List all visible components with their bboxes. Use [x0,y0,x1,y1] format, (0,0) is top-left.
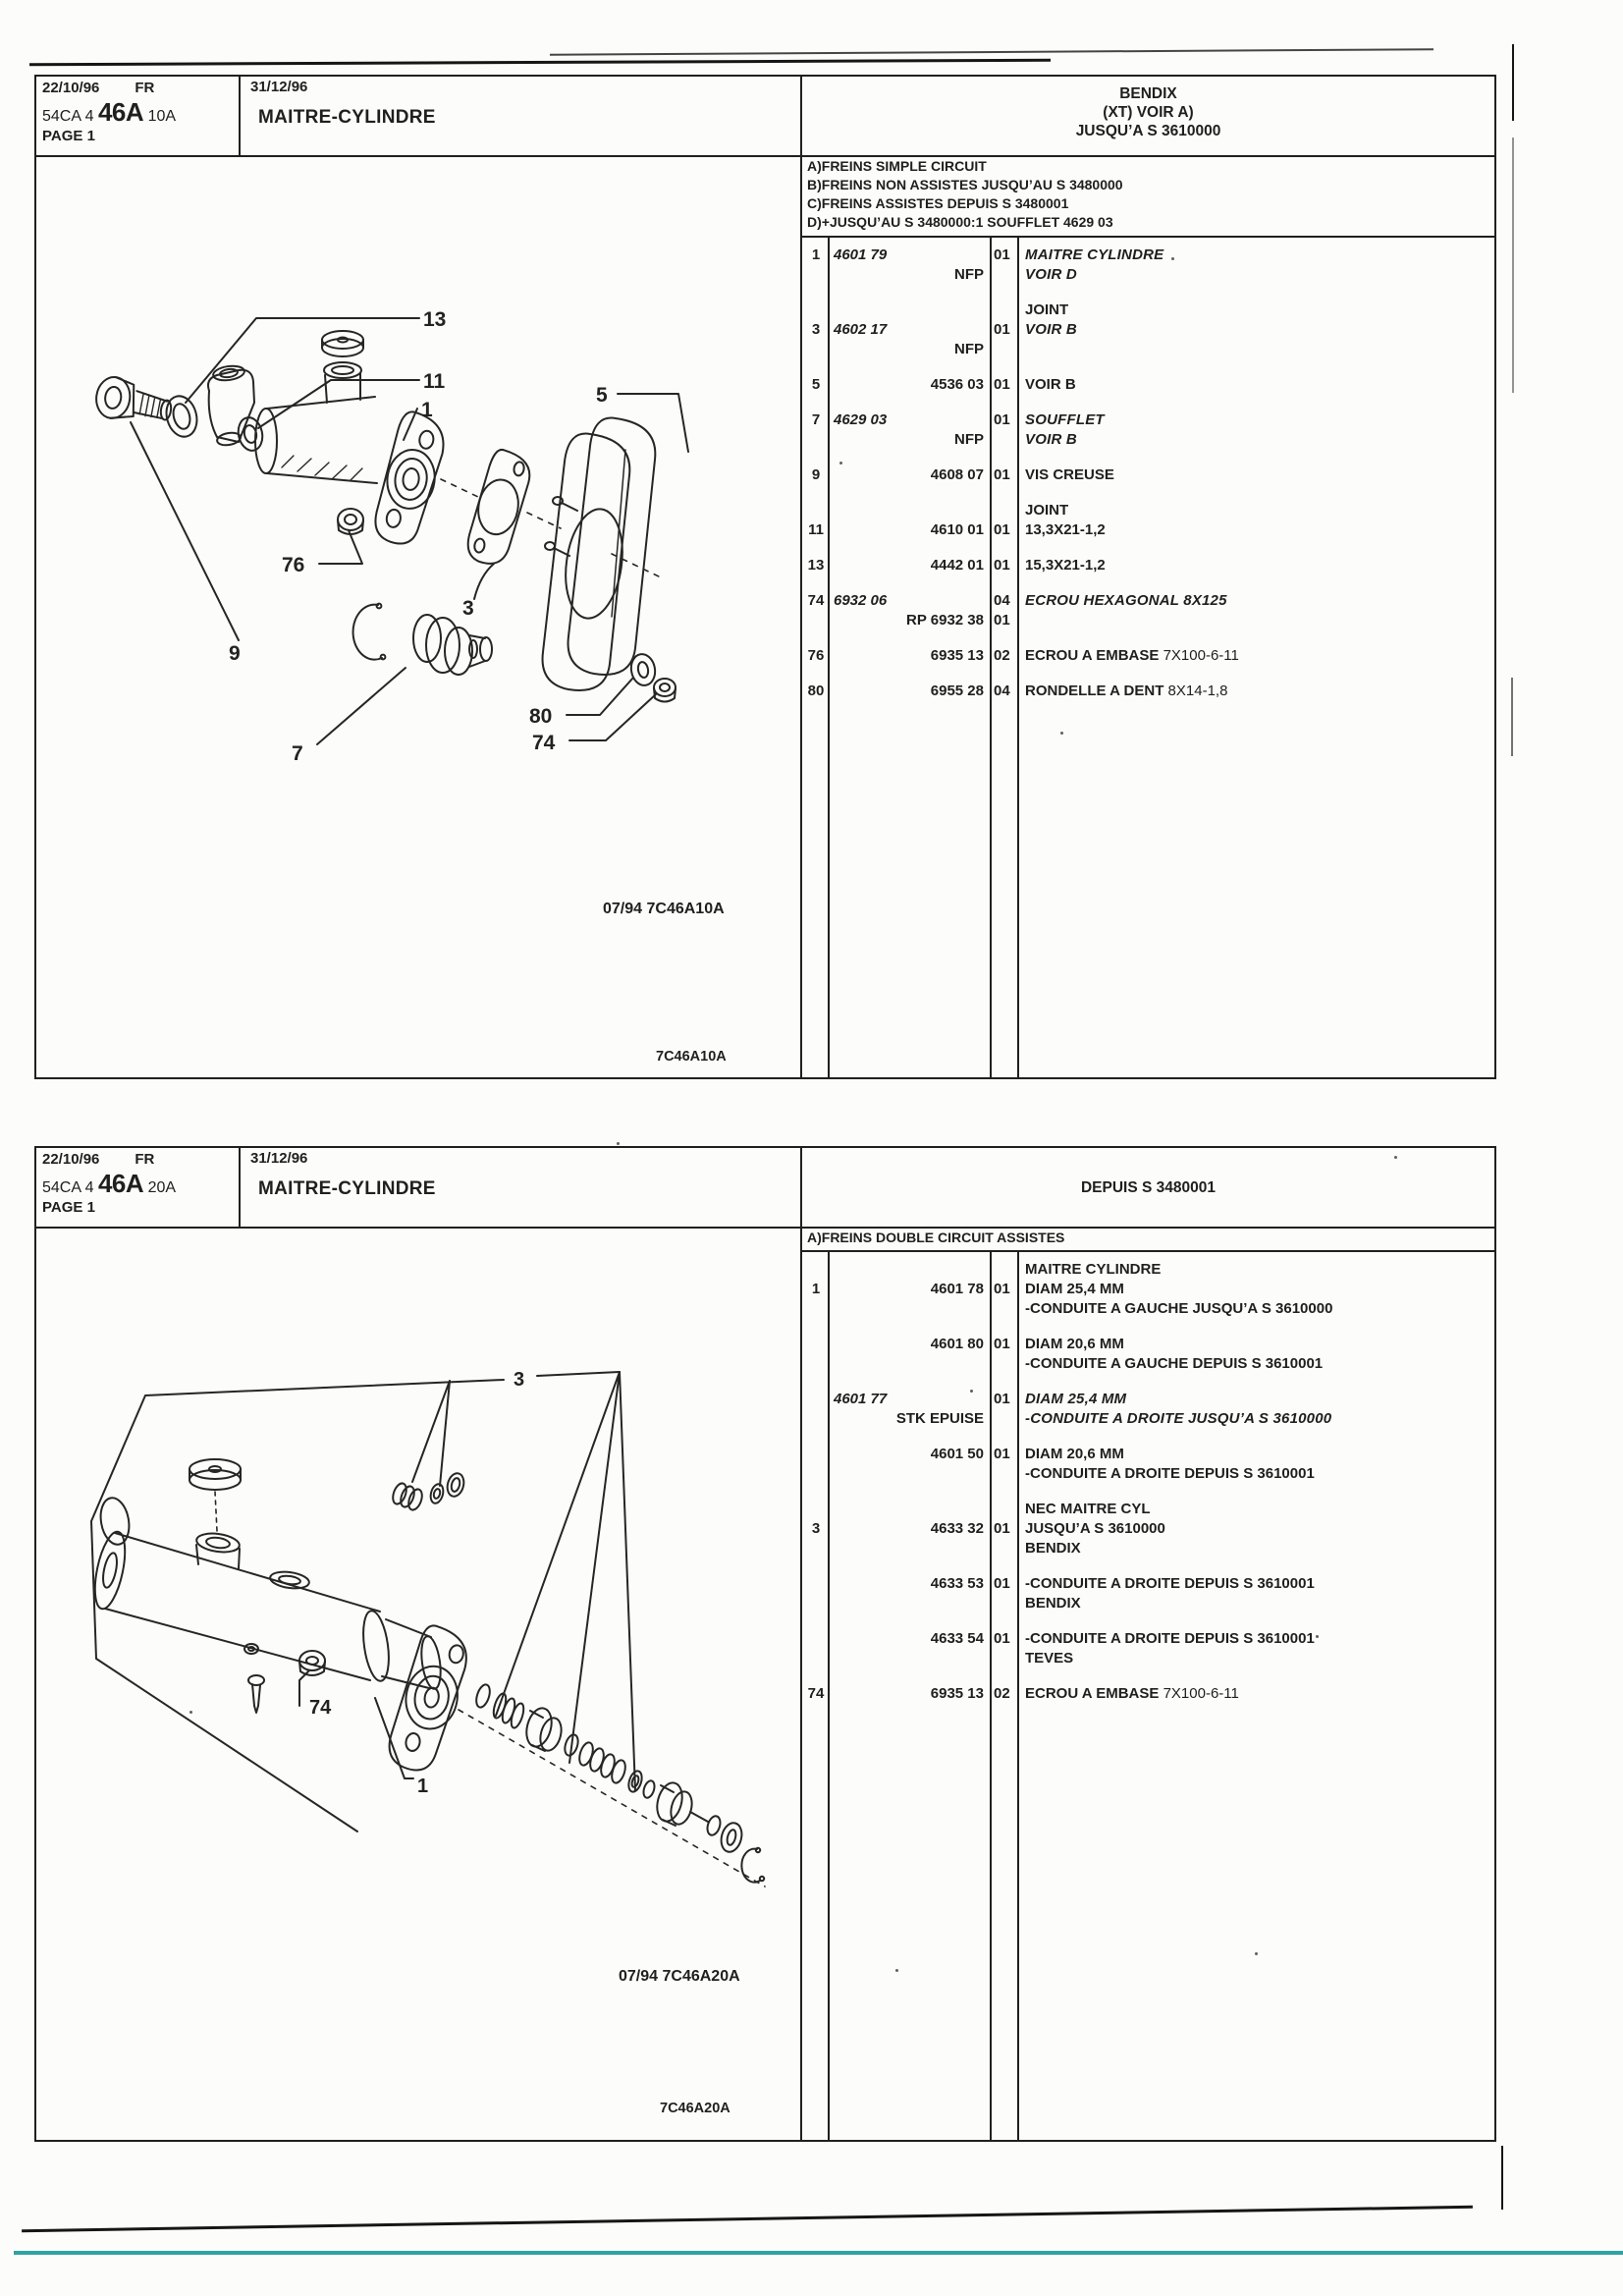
callout-1: 1 [417,1776,429,1797]
part-line: 74 6935 13 02 ECROU A EMBASE 7X100-6-11 [807,1685,1239,1702]
callout-9: 9 [229,642,241,665]
note-line: B)FREINS NON ASSISTES JUSQU’AU S 3480000 [807,177,1123,192]
scan-artifact-teal-line [14,2251,1623,2255]
catalog-code-suffix: 20A [147,1179,177,1196]
part-seal-set [391,1471,466,1511]
part-elbow-union [208,364,254,447]
part-line: 13 4442 01 01 15,3X21-1,2 [807,557,1106,574]
part-line: BENDIX [1025,1540,1081,1557]
part-bracket-plate [441,418,661,690]
part-line: BENDIX [1025,1595,1081,1612]
diagram-footer-code: 07/94 7C46A10A [603,901,725,917]
part-line: -CONDUITE A GAUCHE JUSQU’A S 3610000 [1025,1300,1333,1317]
part-line: JOINT [1025,502,1069,519]
part-line: 4601 77 01 DIAM 25,4 MM [834,1391,1127,1407]
diagram-outline [91,1372,620,1831]
doc-id-box [36,77,241,155]
part-line: 74 6932 06 04 ECROU HEXAGONAL 8X125 [807,592,1227,609]
variant-box [802,77,1494,163]
page-number: PAGE 1 [42,1199,95,1216]
variant-box [802,1148,1494,1227]
part-line: 11 4610 01 01 13,3X21-1,2 [808,521,1106,538]
part-line: 9 4608 07 01 VIS CREUSE [811,466,1114,483]
scan-artifact-right-edge [1512,44,1514,121]
scan-artifact-line-top [29,59,1051,67]
page-number: PAGE 1 [42,128,95,144]
scan-artifact-right-edge3 [1511,678,1513,756]
part-line: RP 6932 38 01 [906,612,1010,629]
application-notes [802,155,1494,238]
note-line: A)FREINS SIMPLE CIRCUIT [807,158,987,174]
callout-3: 3 [514,1369,525,1391]
print-date: 22/10/96 [42,1151,100,1168]
callout-7: 7 [292,742,303,765]
callout-5: 5 [596,384,608,407]
table-row [802,1335,1494,1374]
application-notes [802,1227,1494,1252]
part-line: MAITRE CYLINDRE [1025,1261,1162,1278]
callout-76: 76 [282,554,305,576]
part-cylinder-body [89,1459,444,1690]
part-line: 3 4633 32 01 JUSQU’A S 3610000 [811,1520,1165,1537]
revision-date: 31/12/96 [250,79,308,95]
callout-11: 11 [423,370,446,393]
part-line: NEC MAITRE CYL [1025,1501,1151,1517]
table-row [802,591,1494,630]
part-washer [236,415,266,453]
table-row [802,1260,1494,1319]
variant-line: JUSQU’A S 3610000 [1075,123,1221,139]
catalog-sheet-46A-10A [34,75,1496,1079]
revision-date: 31/12/96 [250,1150,308,1167]
catalog-code-suffix: 10A [147,108,177,125]
scan-artifact-line-bottom [22,2206,1473,2233]
catalog-code-main: 46A [97,1169,144,1198]
scan-artifact-right-edge4 [1501,2146,1503,2210]
part-line: NFP VOIR D [954,266,1077,283]
table-row [802,246,1494,285]
callout-80: 80 [529,705,553,728]
part-flanged-nut [654,679,676,702]
part-line: 1 4601 78 01 DIAM 25,4 MM [811,1281,1124,1297]
table-row [802,556,1494,575]
exploded-diagram-master-cylinder-double [36,1227,800,2138]
diagram-footer-code: 07/94 7C46A20A [619,1968,740,1985]
part-line: 7 4629 03 01 SOUFFLET [811,411,1105,428]
table-row [802,682,1494,701]
part-bleed-screw [244,1644,264,1713]
page-title: MAITRE-CYLINDRE [258,107,436,128]
table-row [802,1629,1494,1668]
part-line: 3 4602 17 01 VOIR B [811,321,1077,338]
title-box [243,77,792,155]
table-row [802,1445,1494,1484]
part-nut [338,509,363,534]
callout-13: 13 [423,308,447,331]
parts-table [802,1252,1494,2140]
callout-74: 74 [309,1697,332,1719]
table-row [802,410,1494,450]
sheet-header [36,77,1494,157]
callout-3: 3 [462,597,474,620]
table-row [802,1574,1494,1613]
part-line: 4601 50 01 DIAM 20,6 MM [930,1446,1124,1462]
exploded-diagram-master-cylinder-simple [36,155,800,1075]
part-line: STK EPUISE -CONDUITE A DROITE JUSQU’A S 3610000 [895,1410,1332,1427]
variant-line: DEPUIS S 3480001 [1080,1178,1216,1196]
part-line: JOINT [1025,301,1069,318]
part-line: NFP [954,341,984,357]
title-box [243,1148,792,1227]
table-row [802,301,1494,359]
part-line: -CONDUITE A DROITE DEPUIS S 3610001 [1025,1465,1315,1482]
doc-id-box [36,1148,241,1227]
parts-table [802,238,1494,1077]
part-line: 1 4601 79 01 MAITRE CYLINDRE [811,246,1164,263]
part-line: 4601 80 01 DIAM 20,6 MM [930,1336,1124,1352]
part-cylinder-body [255,331,377,483]
part-line: TEVES [1025,1650,1074,1667]
page-title: MAITRE-CYLINDRE [258,1178,436,1199]
catalog-code-main: 46A [97,97,144,127]
part-line: 76 6935 13 02 ECROU A EMBASE 7X100-6-11 [807,647,1239,664]
part-circlip [353,604,386,660]
sheet-reference-code: 7C46A20A [660,2101,730,2116]
part-mounting-flange [386,1621,471,1776]
part-mounting-flange [372,409,447,548]
language-code: FR [135,1151,155,1168]
table-row [802,465,1494,485]
part-line: 80 6955 28 04 RONDELLE A DENT 8X14-1,8 [807,683,1228,699]
catalog-code-prefix: 54CA 4 [42,108,94,125]
part-line: NFP VOIR B [954,431,1077,448]
sheet-reference-code: 7C46A10A [656,1049,727,1065]
catalog-sheet-46A-20A [34,1146,1496,2142]
language-code: FR [135,80,155,96]
part-piston-assembly [459,1683,765,1886]
scan-artifact-right-edge2 [1512,137,1514,393]
sheet-header [36,1148,1494,1229]
note-line: C)FREINS ASSISTES DEPUIS S 3480001 [807,195,1069,211]
part-gasket [464,447,533,569]
catalog-code-prefix: 54CA 4 [42,1179,94,1196]
table-row [802,1390,1494,1429]
print-date: 22/10/96 [42,80,100,96]
part-line: 5 4536 03 01 VOIR B [811,376,1076,393]
table-row [802,1684,1494,1704]
part-line: 4633 53 01 -CONDUITE A DROITE DEPUIS S 3610001 [930,1575,1315,1592]
variant-line: BENDIX [1119,85,1177,102]
table-row [802,501,1494,540]
part-hollow-screw [93,375,174,426]
scan-artifact-line-top2 [550,48,1434,55]
table-row [802,1500,1494,1558]
note-line: D)+JUSQU’AU S 3480000:1 SOUFFLET 4629 03 [807,214,1113,230]
variant-line: (XT) VOIR A) [1103,104,1194,121]
callout-1: 1 [421,399,433,421]
table-row [802,646,1494,666]
part-line: -CONDUITE A GAUCHE DEPUIS S 3610001 [1025,1355,1324,1372]
note-line: A)FREINS DOUBLE CIRCUIT ASSISTES [807,1230,1065,1245]
part-line: 4633 54 01 -CONDUITE A DROITE DEPUIS S 3610001 [930,1630,1315,1647]
part-boot [413,615,492,675]
table-row [802,375,1494,395]
callout-74: 74 [532,732,556,754]
